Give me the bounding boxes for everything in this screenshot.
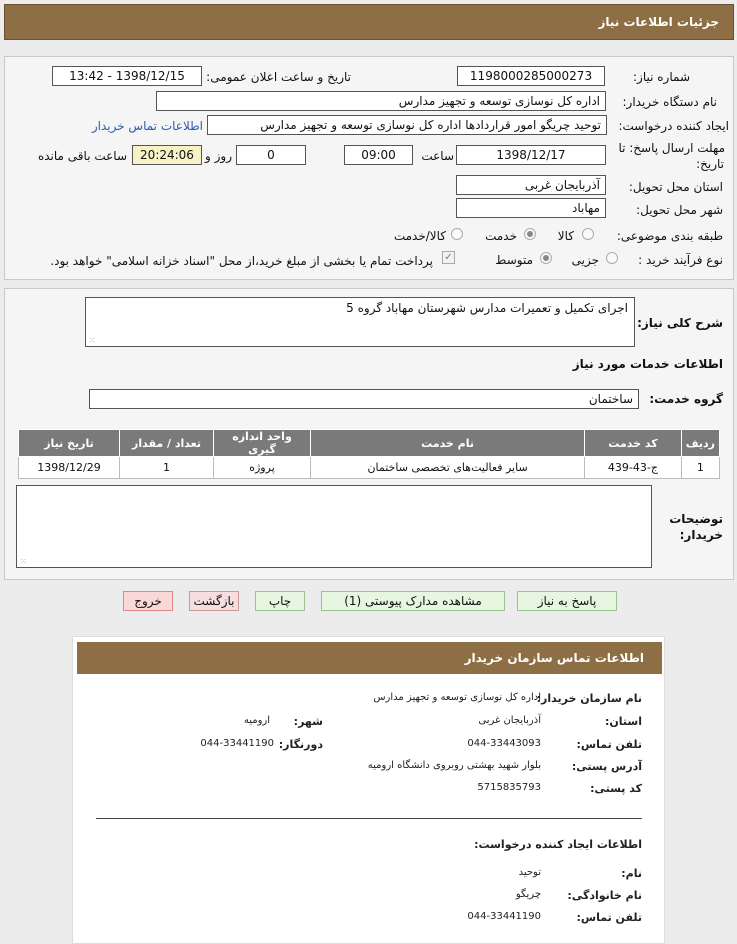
buyer-org-label: نام دستگاه خریدار: (622, 95, 717, 109)
category-option-both: کالا/خدمت (393, 229, 446, 243)
contact-address-label: آدرس پستی: (571, 760, 642, 773)
buyer-notes-textarea[interactable] (16, 485, 652, 568)
creator-family-label: نام خانوادگی: (567, 889, 642, 902)
col-row: ردیف (681, 430, 719, 457)
creator-phone: 044-33441190 (467, 911, 541, 922)
days-label: روز و (205, 149, 232, 163)
service-group-field[interactable]: ساختمان (89, 389, 639, 409)
contact-city: ارومیه (243, 715, 270, 726)
announce-field[interactable]: 1398/12/15 - 13:42 (52, 66, 202, 86)
process-option-medium: متوسط (495, 253, 533, 267)
creator-phone-label: تلفن تماس: (576, 911, 642, 924)
exit-button[interactable]: خروج (123, 591, 173, 611)
col-service-name: نام خدمت (310, 430, 584, 457)
contact-phone-label: تلفن تماس: (576, 738, 642, 751)
deadline-label: مهلت ارسال پاسخ: تا (618, 141, 725, 155)
contact-card-header (77, 642, 662, 674)
process-radio-medium[interactable] (540, 252, 552, 264)
summary-text: اجرای تکمیل و تعمیرات مدارس شهرستان مهاباد گروه 5 (346, 301, 628, 315)
category-radio-service[interactable] (524, 228, 536, 240)
contact-fax-label: دورنگار: (278, 738, 323, 751)
category-label: طبقه بندی موضوعی: (616, 229, 723, 243)
deadline-date-field[interactable]: 1398/12/17 (456, 145, 606, 165)
cell-service-name: سایر فعالیت‌های تخصصی ساختمان (310, 457, 584, 479)
buyer-contact-link[interactable]: اطلاعات تماس خریدار (91, 119, 203, 133)
city-label: شهر محل تحویل: (636, 203, 723, 217)
cell-unit: پروژه (214, 457, 311, 479)
payment-checkbox[interactable]: ✓ (442, 251, 455, 264)
contact-city-label: شهر: (293, 715, 323, 728)
contact-fax: 044-33441190 (200, 738, 274, 749)
category-radio-both[interactable] (451, 228, 463, 240)
contact-phone: 044-33443093 (467, 738, 541, 749)
need-number-field[interactable]: 1198000285000273 (457, 66, 605, 86)
col-unit: واحد اندازه گیری (214, 430, 311, 457)
city-field[interactable]: مهاباد (456, 198, 606, 218)
table-header-row (19, 430, 720, 457)
creator-name: توحید (518, 867, 541, 878)
category-radio-goods[interactable] (582, 228, 594, 240)
contact-province: آذربایجان غربی (478, 715, 541, 726)
summary-textarea[interactable] (85, 297, 635, 347)
creator-label: ایجاد کننده درخواست: (618, 119, 729, 133)
reply-button[interactable]: پاسخ به نیاز (517, 591, 617, 611)
deadline-label-2: تاریخ: (696, 157, 724, 171)
remaining-time-field: 20:24:06 (132, 145, 202, 165)
col-service-code: کد خدمت (585, 430, 682, 457)
days-field[interactable]: 0 (236, 145, 306, 165)
category-option-service: خدمت (485, 229, 517, 243)
page-header (4, 4, 734, 40)
table-row (19, 457, 720, 479)
payment-note: پرداخت تمام یا بخشی از مبلغ خرید،از محل "اسناد خزانه اسلامی" خواهد بود. (50, 254, 433, 268)
category-option-goods: کالا (557, 229, 574, 243)
creator-info-title: اطلاعات ایجاد کننده درخواست: (474, 838, 642, 851)
contact-org-label: نام سازمان خریدار: (536, 692, 642, 705)
cell-service-code: ج-43-439 (585, 457, 682, 479)
process-radio-minor[interactable] (606, 252, 618, 264)
creator-name-label: نام: (621, 867, 642, 880)
deadline-time-field[interactable]: 09:00 (344, 145, 413, 165)
back-button[interactable]: بازگشت (189, 591, 239, 611)
summary-label: شرح کلی نیاز: (637, 316, 723, 330)
services-title: اطلاعات خدمات مورد نیاز (572, 357, 723, 371)
print-button[interactable]: چاپ (255, 591, 305, 611)
contact-org: اداره کل نوسازی توسعه و تجهیز مدارس (373, 692, 541, 703)
need-info-panel (4, 56, 734, 280)
page-title: جزئیات اطلاعات نیاز (598, 15, 719, 29)
process-label: نوع فرآیند خرید : (638, 253, 723, 267)
cell-need-date: 1398/12/29 (19, 457, 120, 479)
buyer-notes-label-2: خریدار: (679, 528, 723, 542)
services-table (18, 429, 720, 479)
creator-field[interactable]: توحید چریگو امور قراردادها اداره کل نوسازی توسعه و تجهیز مدارس (207, 115, 607, 135)
cell-quantity: 1 (120, 457, 214, 479)
cell-row: 1 (681, 457, 719, 479)
buyer-org-field[interactable]: اداره کل نوسازی توسعه و تجهیز مدارس (156, 91, 606, 111)
creator-family: چریگو (515, 889, 541, 900)
col-quantity: تعداد / مقدار (120, 430, 214, 457)
service-group-label: گروه خدمت: (649, 392, 723, 406)
contact-postal: 5715835793 (477, 782, 541, 793)
remaining-label: ساعت باقی مانده (37, 149, 127, 163)
divider (96, 818, 642, 819)
province-label: استان محل تحویل: (628, 180, 723, 194)
province-field[interactable]: آذربایجان غربی (456, 175, 606, 195)
resize-grip-icon[interactable]: ⁙ (89, 336, 96, 345)
attachments-button[interactable]: مشاهده مدارک پیوستی (1) (321, 591, 505, 611)
process-option-minor: جزیی (571, 253, 599, 267)
contact-card-title: اطلاعات تماس سازمان خریدار (464, 651, 644, 665)
buyer-notes-label: توضیحات (669, 512, 723, 526)
resize-grip-icon[interactable]: ⁙ (20, 557, 27, 566)
contact-address: بلوار شهید بهشتی روبروی دانشگاه ارومیه (367, 760, 541, 771)
contact-province-label: استان: (605, 715, 642, 728)
need-number-label: شماره نیاز: (633, 70, 690, 84)
col-need-date: تاریخ نیاز (19, 430, 120, 457)
contact-postal-label: کد پستی: (590, 782, 642, 795)
announce-label: تاریخ و ساعت اعلان عمومی: (206, 70, 351, 84)
deadline-time-label: ساعت (421, 149, 454, 163)
